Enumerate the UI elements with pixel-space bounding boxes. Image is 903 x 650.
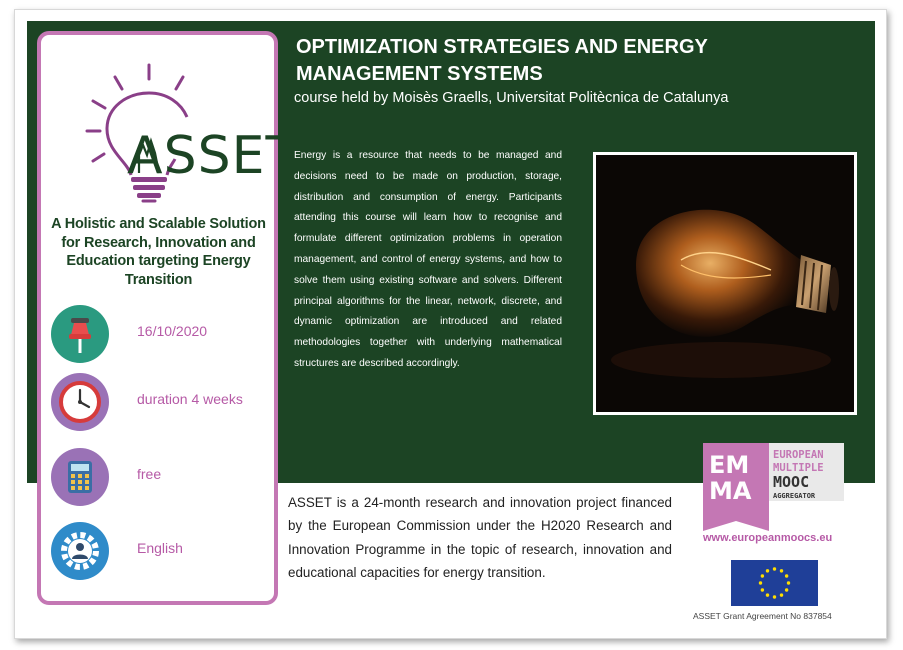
- course-duration: duration 4 weeks: [137, 391, 243, 407]
- eu-star: [766, 593, 769, 596]
- emma-line-3: MOOC: [773, 473, 810, 491]
- tagline: A Holistic and Scalable Solution for Research, Innovation and Education targeting Energy Transition: [51, 216, 266, 288]
- info-row-language: [51, 522, 271, 580]
- lightbulb-image: [596, 155, 854, 412]
- eu-star: [785, 574, 788, 577]
- info-row-date: [51, 305, 271, 363]
- emma-letters-top: EM: [709, 451, 750, 479]
- sidebar-panel: [37, 31, 299, 605]
- eu-flag-icon: [731, 560, 818, 606]
- clock-icon: [51, 373, 109, 431]
- emma-url: www.europeanmoocs.eu: [703, 532, 833, 544]
- eu-star: [780, 593, 783, 596]
- course-language: English: [137, 540, 183, 556]
- eu-star: [785, 588, 788, 591]
- eu-star: [773, 595, 776, 598]
- eu-star: [780, 569, 783, 572]
- project-description: ASSET is a 24-month research and innovation project financed by the European Commission under the H2020 Research and Innovation Programme in the topic of research, innovation and educational capacities for energy transition.: [288, 495, 672, 581]
- pushpin-icon: [51, 305, 109, 363]
- calculator-icon: [51, 448, 109, 506]
- eu-star: [761, 574, 764, 577]
- eu-star: [761, 588, 764, 591]
- eu-star: [759, 581, 762, 584]
- course-description: Energy is a resource that needs to be managed and decisions need to be made on production, storage, distribution and consumption of energy. Participants attending this course will learn how to recognise and formulate different optimization problems in operation management, and control of energy systems, and how to solve them using existing software and solvers. Different principal algorithms for the linear, network, discrete, and dynamic optimization are introduced and related methodologies together with underlying mathematical structures are described accordingly.: [294, 150, 562, 369]
- emma-line-4: AGGREGATOR: [773, 492, 816, 500]
- eu-star: [766, 569, 769, 572]
- logo-text: ASSET: [127, 126, 299, 186]
- course-subtitle: course held by Moisès Graells, Universitat Politècnica de Catalunya: [294, 90, 729, 106]
- eu-star: [773, 567, 776, 570]
- asset-logo: [69, 57, 299, 207]
- info-row-price: [51, 448, 271, 506]
- emma-logo: [703, 443, 844, 533]
- info-row-duration: [51, 373, 271, 431]
- grant-agreement: ASSET Grant Agreement No 837854: [693, 611, 832, 621]
- course-date: 16/10/2020: [137, 323, 208, 339]
- eu-star: [787, 581, 790, 584]
- course-price: free: [137, 466, 162, 482]
- lightbulb-photo: [593, 152, 857, 415]
- emma-line-2: MULTIPLE: [773, 462, 824, 474]
- emma-letters-bottom: MA: [709, 477, 752, 505]
- course-title: OPTIMIZATION STRATEGIES AND ENERGY MANAGEMENT SYSTEMS: [296, 36, 708, 85]
- emma-line-1: EUROPEAN: [773, 449, 824, 461]
- person-gear-icon: [51, 522, 109, 580]
